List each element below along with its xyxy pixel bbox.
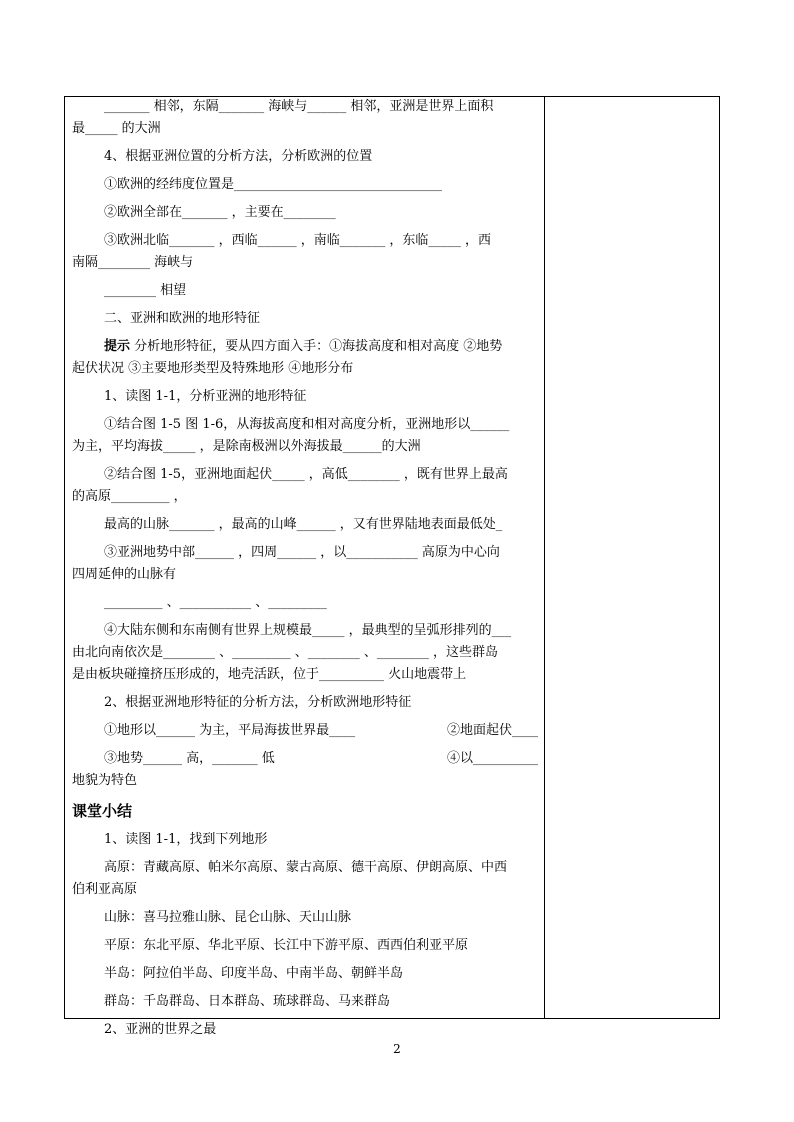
text-segment: ④以__________: [446, 751, 538, 766]
text-line: 平原：东北平原、华北平原、长江中下游平原、西西伯利亚平原: [104, 938, 469, 953]
text-line: ①欧洲的经纬度位置是________________________________: [104, 177, 443, 192]
text-line: 2、根据亚洲地形特征的分析方法，分析欧洲地形特征: [104, 695, 412, 710]
text-line: 2、亚洲的世界之最: [104, 1022, 217, 1037]
page-number: 2: [393, 1042, 401, 1056]
text-line: 伯利亚高原: [72, 882, 138, 897]
text-line: 由北向南依次是________ 、_________ 、________ 、________ ，这些群岛: [72, 645, 499, 660]
text-line: ②欧洲全部在_______ ，主要在________: [104, 205, 336, 220]
text-line: 半岛：阿拉伯半岛、印度半岛、中南半岛、朝鲜半岛: [104, 966, 404, 981]
table-column-divider: [544, 96, 545, 1019]
text-line: 群岛：千岛群岛、日本群岛、琉球群岛、马来群岛: [104, 994, 391, 1009]
text-line: 是由板块碰撞挤压形成的，地壳活跃，位于__________ 火山地震带上: [72, 667, 467, 682]
section-heading: 二、亚洲和欧洲的地形特征: [104, 311, 261, 326]
hint-label: 提示: [104, 339, 131, 354]
text-line: 南隔________ 海峡与: [72, 255, 194, 270]
text-segment: ①地形以______ 为主，平局海拔世界最____: [104, 723, 356, 738]
text-line: 最_____ 的大洲: [72, 121, 161, 136]
text-line: ③欧洲北临_______ ，西临______ ，南临_______ ，东临_____ ，西: [104, 233, 492, 248]
text-segment: ③地势______ 高，_______ 低: [104, 751, 275, 766]
text-line: ①结合图 1-5 图 1-6，从海拔高度和相对高度分析，亚洲地形以______: [104, 417, 510, 432]
text-line: _________ 、___________ 、_________: [104, 595, 327, 610]
hint-text: 分析地形特征，要从四方面入手：①海拔高度和相对高度 ②地势: [134, 339, 503, 354]
text-line: 1、读图 1-1，找到下列地形: [104, 832, 268, 847]
text-line: 1、读图 1-1，分析亚洲的地形特征: [104, 389, 307, 404]
text-line-pair: [72, 750, 538, 768]
text-line: 四周延伸的山脉有: [72, 567, 177, 582]
text-line: ________ 相望: [104, 283, 187, 298]
text-line: ④大陆东侧和东南侧有世界上规模最_____ ，最典型的呈弧形排列的___: [104, 623, 512, 638]
text-line: 4、根据亚洲位置的分析方法，分析欧洲的位置: [104, 149, 373, 164]
text-line: 山脉：喜马拉雅山脉、昆仑山脉、天山山脉: [104, 910, 352, 925]
hint-line: [72, 338, 538, 356]
text-line: ③亚洲地势中部______ ，四周______ ，以___________ 高原为中心向: [104, 545, 500, 560]
text-line: 高原：青藏高原、帕米尔高原、蒙古高原、德干高原、伊朗高原、中西: [104, 860, 508, 875]
text-line: 最高的山脉_______ ，最高的山峰______ ，又有世界陆地表面最低处_: [104, 517, 503, 532]
text-line: 为主，平均海拔_____ ，是除南极洲以外海拔最______的大洲: [72, 439, 421, 454]
text-line: _______ 相邻，东隔_______ 海峡与______ 相邻，亚洲是世界上面积: [104, 99, 494, 114]
worksheet-content: [72, 98, 538, 1049]
text-segment: ②地面起伏____: [446, 723, 538, 738]
text-line: 起伏状况 ③主要地形类型及特殊地形 ④地形分布: [72, 361, 354, 376]
text-line: ②结合图 1-5，亚洲地面起伏_____ ，高低________ ，既有世界上最高: [104, 467, 508, 482]
text-line-pair: [72, 722, 538, 740]
text-line: 的高原_________ ，: [72, 489, 187, 504]
class-summary-heading: 课堂小结: [72, 802, 133, 820]
text-line: 地貌为特色: [72, 773, 138, 788]
